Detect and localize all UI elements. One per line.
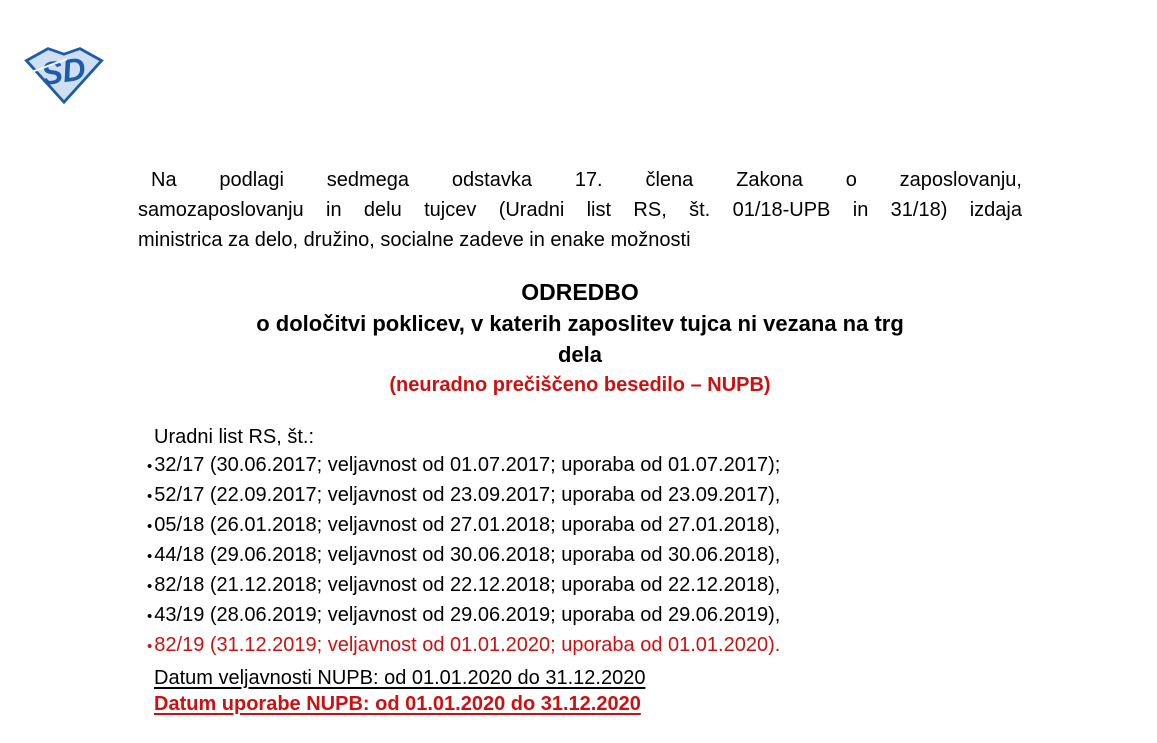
gazette-item <box>138 541 1022 571</box>
intro-line: ministrica za delo, družino, socialne zadeve in enake možnosti <box>138 229 691 251</box>
bullet-icon: • <box>147 488 153 505</box>
validity-block <box>138 665 1022 717</box>
gazette-item-text: 43/19 (28.06.2019; veljavnost od 29.06.2019; uporaba od 29.06.2019), <box>154 604 781 626</box>
gazette-item-text: 32/17 (30.06.2017; veljavnost od 01.07.2017; uporaba od 01.07.2017); <box>154 454 781 476</box>
gazette-item-text: 82/19 (31.12.2019; veljavnost od 01.01.2020; uporaba od 01.01.2020). <box>154 634 781 656</box>
gazette-item <box>138 511 1022 541</box>
document-body <box>138 165 1022 717</box>
bullet-icon: • <box>147 518 153 535</box>
validity-date-line: Datum veljavnosti NUPB: od 01.01.2020 do 31.12.2020 <box>154 667 646 689</box>
nupb-note: (neuradno prečiščeno besedilo – NUPB) <box>389 374 771 396</box>
gazette-item-text: 52/17 (22.09.2017; veljavnost od 23.09.2017; uporaba od 23.09.2017), <box>154 484 781 506</box>
gazette-item-text: 82/18 (21.12.2018; veljavnost od 22.12.2018; uporaba od 22.12.2018), <box>154 574 781 596</box>
intro-line: samozaposlovanju in delu tujcev (Uradni list RS, št. 01/18-UPB in 31/18) izdaja <box>138 199 1022 221</box>
bullet-icon: • <box>147 458 153 475</box>
bullet-icon: • <box>147 608 153 625</box>
bullet-icon: • <box>147 638 153 655</box>
document-subtitle-line1: o določitvi poklicev, v katerih zaposlitev tujca ni vezana na trg <box>256 311 904 336</box>
gazette-item-text: 05/18 (26.01.2018; veljavnost od 27.01.2018; uporaba od 27.01.2018), <box>154 514 781 536</box>
gazette-list <box>138 423 1022 661</box>
gazette-item <box>138 631 1022 661</box>
gazette-item-text: 44/18 (29.06.2018; veljavnost od 30.06.2018; uporaba od 30.06.2018), <box>154 544 781 566</box>
intro-paragraph <box>138 165 1022 255</box>
gazette-item <box>138 481 1022 511</box>
intro-line: Na podlagi sedmega odstavka 17. člena Zakona o zaposlovanju, <box>151 169 1022 191</box>
gazette-item <box>138 601 1022 631</box>
title-block <box>138 277 1022 401</box>
gazette-heading: Uradni list RS, št.: <box>154 426 315 448</box>
usage-date-line: Datum uporabe NUPB: od 01.01.2020 do 31.12.2020 <box>154 693 641 715</box>
gazette-item <box>138 571 1022 601</box>
document-subtitle-line2: dela <box>557 342 603 367</box>
sd-shield-logo <box>24 44 104 106</box>
logo-letters: SD <box>38 50 88 93</box>
bullet-icon: • <box>147 578 153 595</box>
bullet-icon: • <box>147 548 153 565</box>
document-title: ODREDBO <box>521 279 639 305</box>
gazette-item <box>138 451 1022 481</box>
